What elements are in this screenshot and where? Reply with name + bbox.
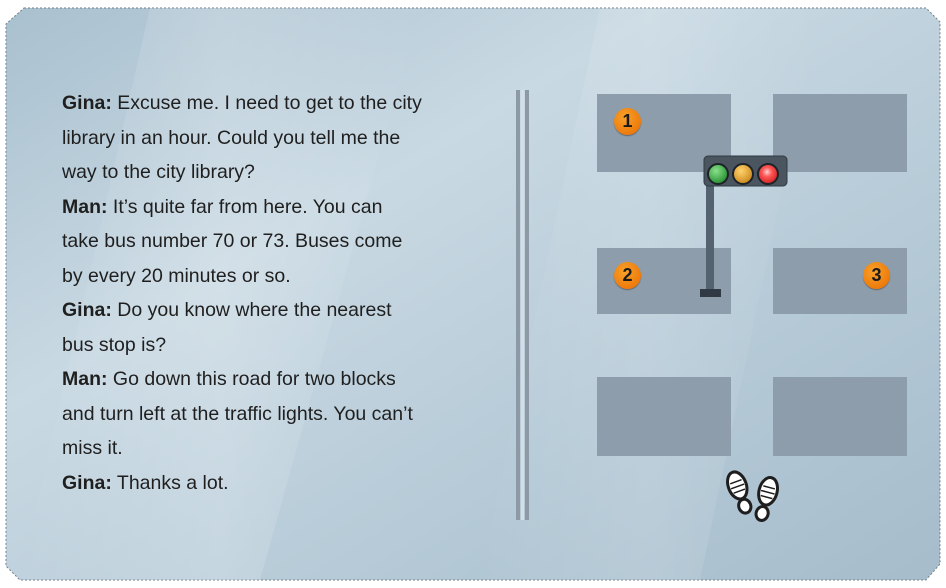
dialogue-line: [62, 86, 452, 121]
dialogue-line: [62, 466, 452, 501]
speaker-label: Gina:: [62, 471, 112, 494]
speech-text: Excuse me. I need to get to the city: [117, 92, 422, 114]
city-block: [773, 377, 907, 456]
column-divider: [515, 90, 533, 520]
dialogue-line: by every 20 minutes or so.: [62, 264, 291, 287]
speech-text: Thanks a lot.: [116, 471, 229, 494]
footprints-icon: [722, 465, 784, 529]
traffic-light-icon: [695, 150, 795, 302]
speech-text: It’s quite far from here. You can: [112, 195, 383, 218]
speaker-label: Man:: [62, 195, 108, 218]
location-marker-2[interactable]: 2: [614, 262, 641, 289]
dialogue: [62, 86, 452, 500]
dialogue-line: take bus number 70 or 73. Buses come: [62, 230, 403, 252]
dialogue-line: way to the city library?: [62, 161, 255, 183]
dialogue-line: [62, 293, 452, 328]
dialogue-line: [62, 362, 452, 397]
dialogue-line: library in an hour. Could you tell me the: [62, 126, 401, 149]
location-marker-3[interactable]: 3: [863, 262, 890, 289]
speaker-label: Gina:: [62, 92, 112, 114]
dialogue-line: [62, 190, 452, 225]
dialogue-line: bus stop is?: [62, 333, 167, 356]
dialogue-line: and turn left at the traffic lights. You can’t: [62, 402, 413, 425]
location-marker-1[interactable]: 1: [614, 108, 641, 135]
speech-text: Go down this road for two blocks: [112, 368, 396, 390]
city-block: [597, 377, 731, 456]
dialogue-line: miss it.: [62, 437, 123, 459]
speaker-label: Man:: [62, 368, 108, 390]
speech-text: Do you know where the nearest: [117, 299, 392, 321]
speaker-label: Gina:: [62, 299, 112, 321]
